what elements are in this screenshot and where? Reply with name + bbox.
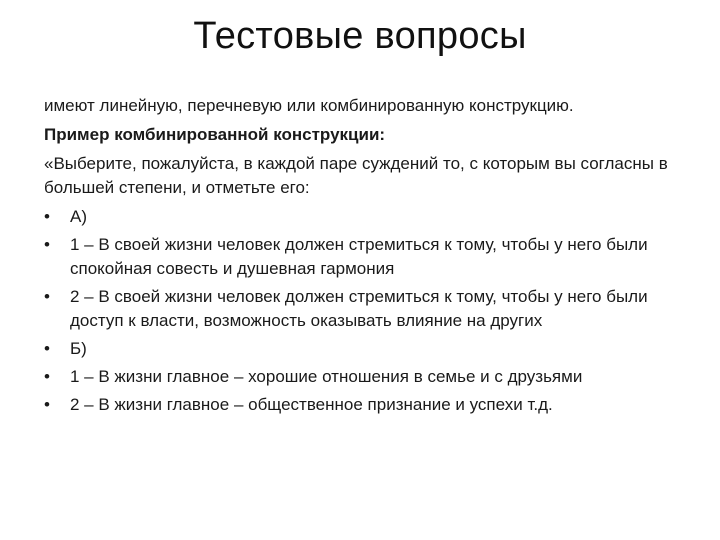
bullet-marker: • <box>44 235 50 254</box>
instruction-text: «Выберите, пожалуйста, в каждой паре суждений то, с которым вы согласны в большей степени, и отметьте его: <box>44 154 668 197</box>
bullet-marker: • <box>44 287 50 306</box>
bullet-item <box>44 233 694 281</box>
example-heading: Пример комбинированной конструкции: <box>44 125 386 144</box>
bullet-list <box>44 205 694 417</box>
bullet-text: 2 – В своей жизни человек должен стремиться к тому, чтобы у него были доступ к власти, возможность оказывать влияние на других <box>70 287 648 330</box>
bullet-text: 1 – В жизни главное – хорошие отношения в семье и с друзьями <box>70 367 583 386</box>
slide-title: Тестовые вопросы <box>193 15 527 57</box>
bullet-item <box>44 365 694 389</box>
bullet-item <box>44 337 694 361</box>
bullet-text: 2 – В жизни главное – общественное признание и успехи т.д. <box>70 395 553 414</box>
bullet-item <box>44 393 694 417</box>
bullet-marker: • <box>44 339 50 358</box>
bullet-item <box>44 285 694 333</box>
bullet-text: Б) <box>70 339 87 358</box>
bullet-marker: • <box>44 207 50 226</box>
bullet-marker: • <box>44 395 50 414</box>
bullet-marker: • <box>44 367 50 386</box>
bullet-text: А) <box>70 207 87 226</box>
bullet-text: 1 – В своей жизни человек должен стремиться к тому, чтобы у него были спокойная совесть и душевная гармония <box>70 235 648 278</box>
intro-text: имеют линейную, перечневую или комбинированную конструкцию. <box>44 96 574 115</box>
slide-body <box>44 94 694 421</box>
bullet-item <box>44 205 694 229</box>
